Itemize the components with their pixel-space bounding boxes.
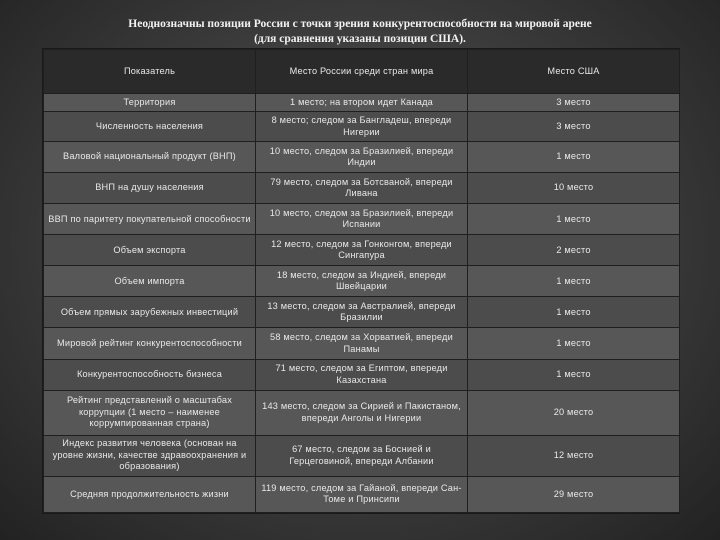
- russia-cell: 8 место; следом за Бангладеш, впереди Нигерии: [256, 112, 468, 142]
- indicator-cell: Объем импорта: [44, 266, 256, 297]
- russia-cell: 119 место, следом за Гайаной, впереди Сан-Томе и Принсипи: [256, 476, 468, 512]
- table-row: [44, 94, 680, 112]
- usa-cell: 10 место: [468, 173, 680, 204]
- russia-cell: 143 место, следом за Сирией и Пакистаном, впереди Анголы и Нигерии: [256, 390, 468, 435]
- usa-cell: 20 место: [468, 390, 680, 435]
- table-row: [44, 359, 680, 390]
- usa-cell: 1 место: [468, 142, 680, 173]
- usa-cell: 29 место: [468, 476, 680, 512]
- table-row: [44, 435, 680, 476]
- usa-cell: 2 место: [468, 235, 680, 266]
- indicator-cell: Территория: [44, 94, 256, 112]
- usa-cell: 12 место: [468, 435, 680, 476]
- table-row: [44, 204, 680, 235]
- page-title: [60, 17, 660, 47]
- indicator-cell: ВВП по паритету покупательной способности: [44, 204, 256, 235]
- usa-cell: 1 место: [468, 328, 680, 359]
- russia-cell: 13 место, следом за Австралией, впереди Бразилии: [256, 297, 468, 328]
- table-row: [44, 390, 680, 435]
- table-row: [44, 173, 680, 204]
- header-russia-place: Место России среди стран мира: [256, 50, 468, 94]
- table-row: [44, 235, 680, 266]
- comparison-table: [42, 48, 680, 514]
- usa-cell: 3 место: [468, 112, 680, 142]
- usa-cell: 3 место: [468, 94, 680, 112]
- indicator-cell: Численность населения: [44, 112, 256, 142]
- russia-cell: 67 место, следом за Боснией и Герцеговиной, впереди Албании: [256, 435, 468, 476]
- header-usa-place: Место США: [468, 50, 680, 94]
- indicator-cell: Индекс развития человека (основан на уровне жизни, качестве здравоохранения и образования): [44, 435, 256, 476]
- table-row: [44, 142, 680, 173]
- indicator-cell: Мировой рейтинг конкурентоспособности: [44, 328, 256, 359]
- indicator-cell: Рейтинг представлений о масштабах коррупции (1 место – наименее коррумпированная страна): [44, 390, 256, 435]
- russia-cell: 71 место, следом за Египтом, впереди Казахстана: [256, 359, 468, 390]
- russia-cell: 1 место; на втором идет Канада: [256, 94, 468, 112]
- title-line-1: Неоднозначны позиции России с точки зрения конкурентоспособности на мировой арене: [128, 18, 592, 30]
- russia-cell: 58 место, следом за Хорватией, впереди Панамы: [256, 328, 468, 359]
- usa-cell: 1 место: [468, 204, 680, 235]
- russia-cell: 79 место, следом за Ботсваной, впереди Ливана: [256, 173, 468, 204]
- russia-cell: 10 место, следом за Бразилией, впереди Индии: [256, 142, 468, 173]
- indicator-cell: Валовой национальный продукт (ВНП): [44, 142, 256, 173]
- russia-cell: 18 место, следом за Индией, впереди Швейцарии: [256, 266, 468, 297]
- title-line-2: (для сравнения указаны позиции США).: [254, 33, 466, 45]
- table-row: [44, 266, 680, 297]
- table-row: [44, 112, 680, 142]
- indicator-cell: Конкурентоспособность бизнеса: [44, 359, 256, 390]
- usa-cell: 1 место: [468, 359, 680, 390]
- table-row: [44, 328, 680, 359]
- usa-cell: 1 место: [468, 266, 680, 297]
- indicator-cell: Объем прямых зарубежных инвестиций: [44, 297, 256, 328]
- usa-cell: 1 место: [468, 297, 680, 328]
- table-row: [44, 476, 680, 512]
- russia-cell: 10 место, следом за Бразилией, впереди Испании: [256, 204, 468, 235]
- indicator-cell: ВНП на душу населения: [44, 173, 256, 204]
- indicator-cell: Объем экспорта: [44, 235, 256, 266]
- indicator-cell: Средняя продолжительность жизни: [44, 476, 256, 512]
- header-indicator: Показатель: [44, 50, 256, 94]
- russia-cell: 12 место, следом за Гонконгом, впереди Сингапура: [256, 235, 468, 266]
- table-row: [44, 297, 680, 328]
